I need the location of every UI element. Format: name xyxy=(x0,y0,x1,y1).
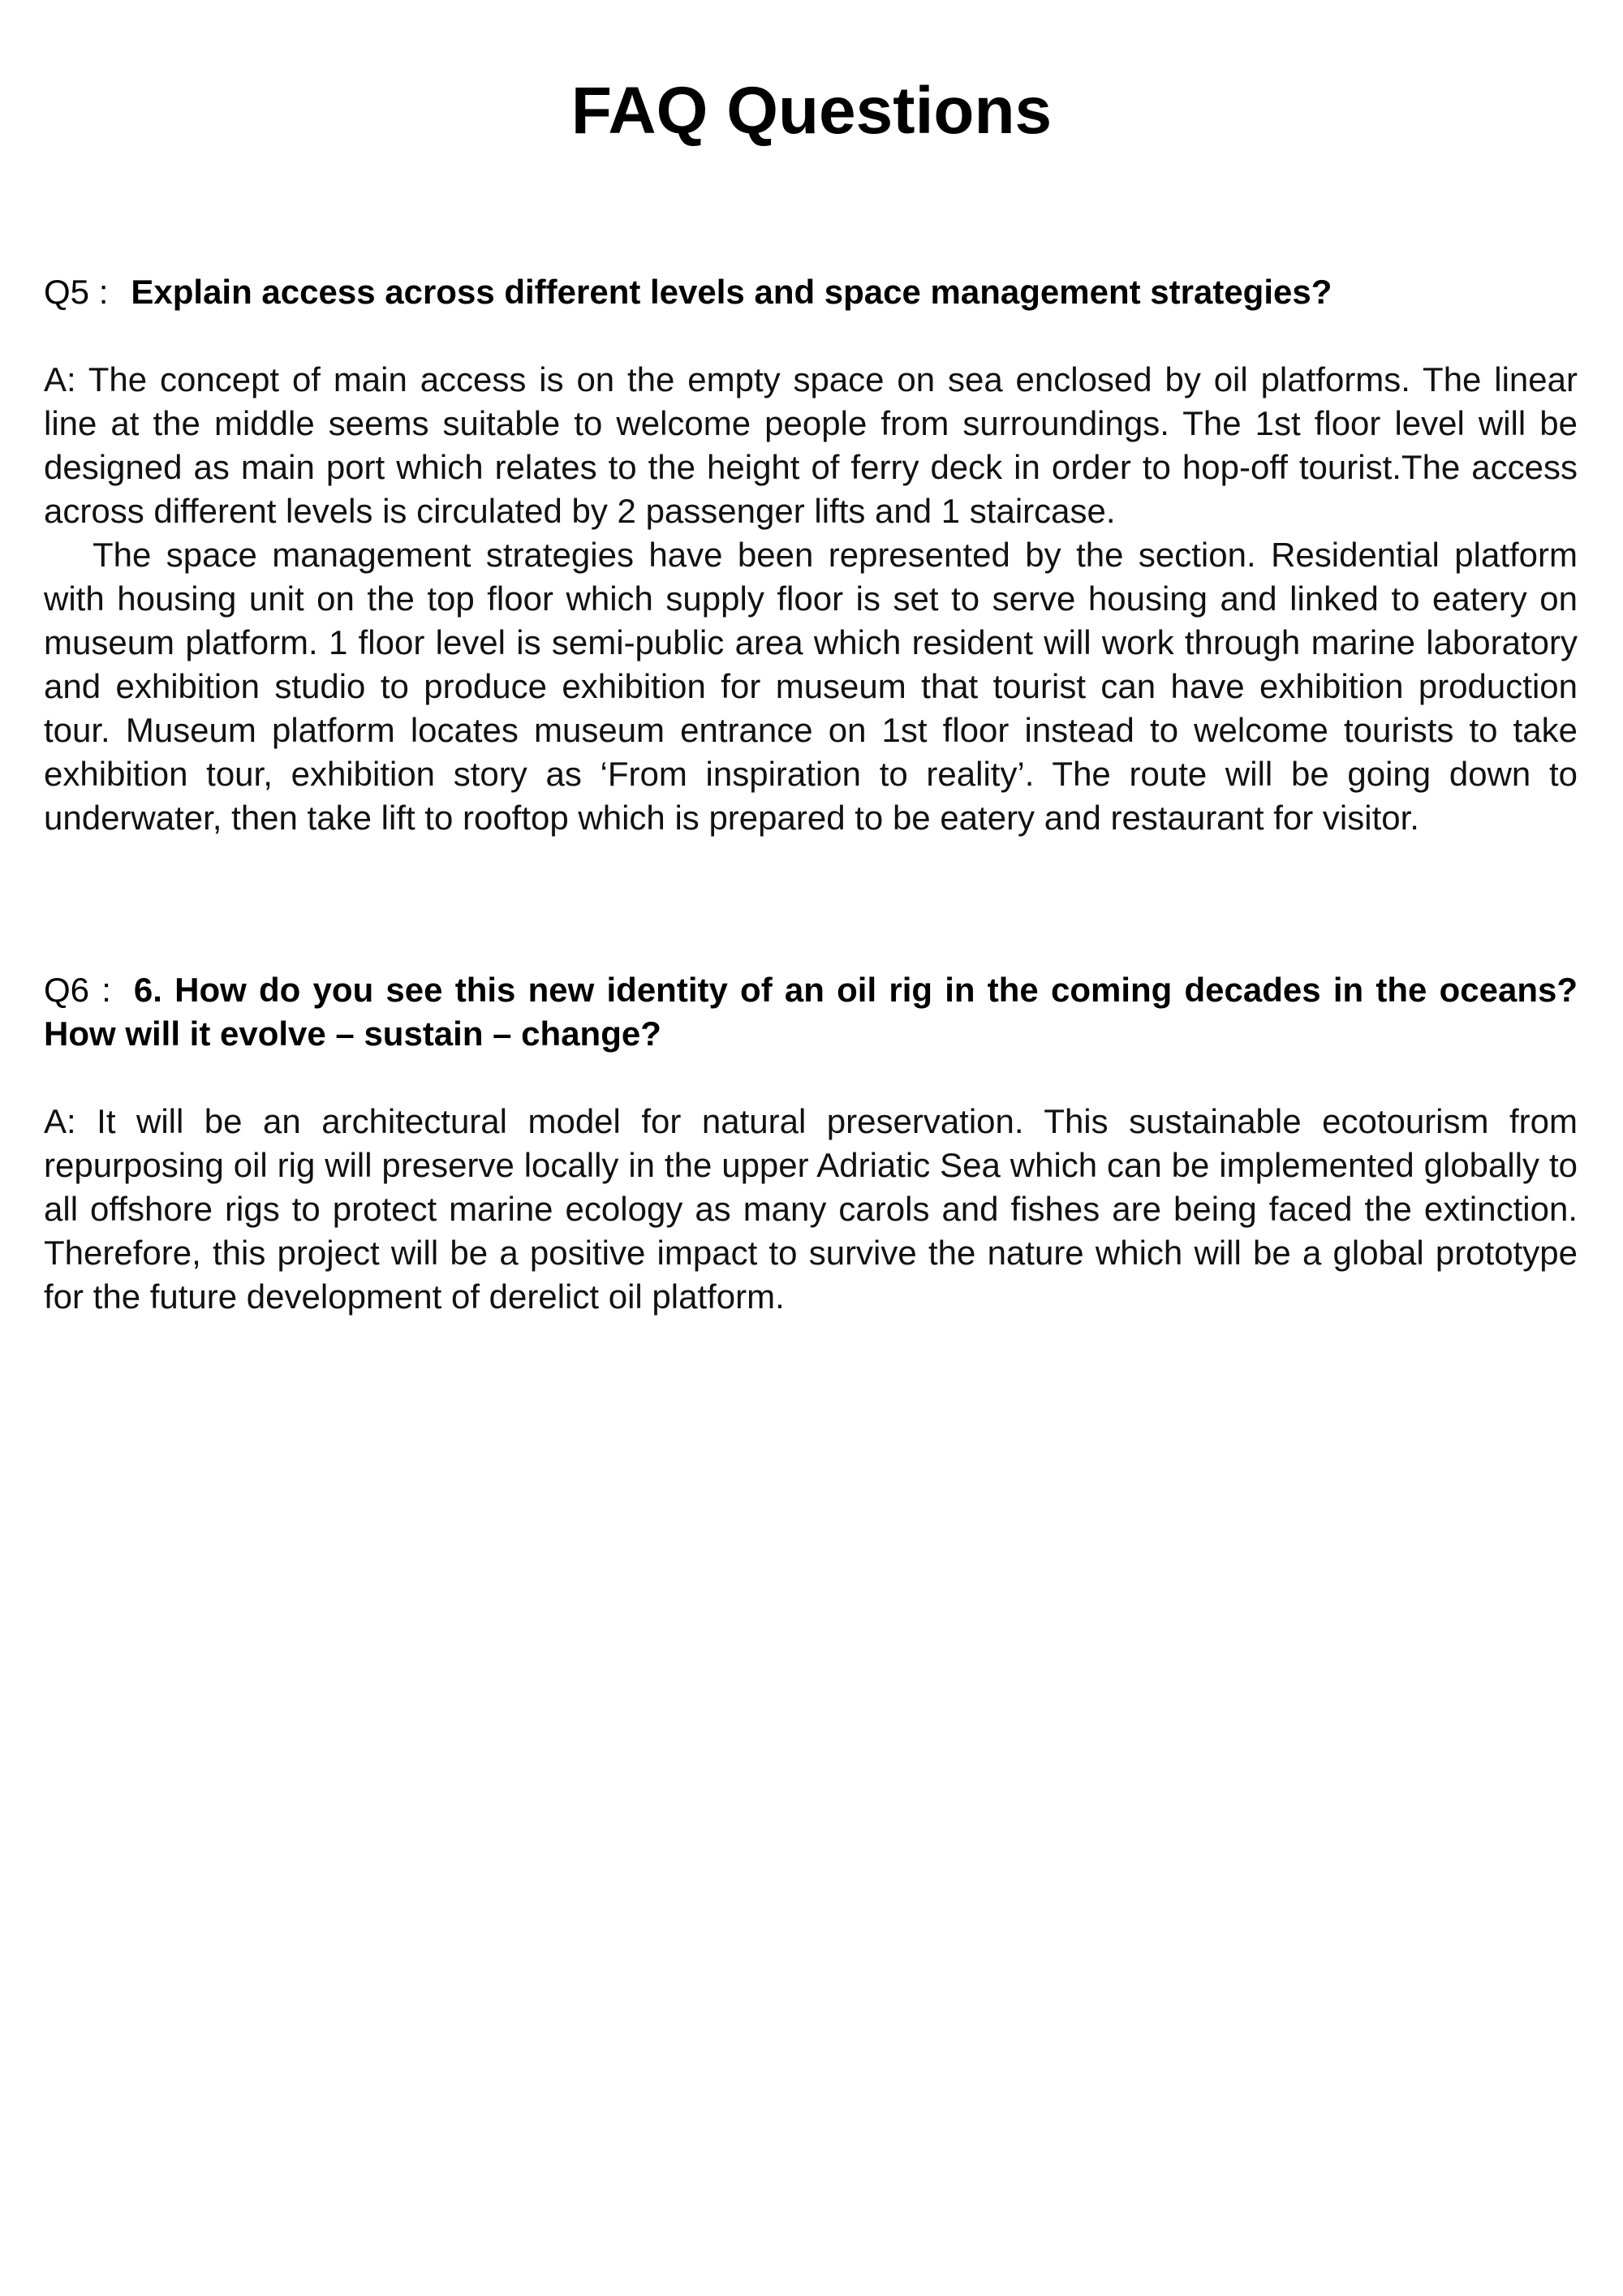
question-label: Q6 : xyxy=(44,971,111,1009)
answer-q6 xyxy=(44,1100,1578,1319)
answer-paragraph: A: The concept of main access is on the empty space on sea enclosed by oil platforms. The linear line at the middle seems suitable to welcome people from surroundings. The 1st floor level will be designed as main port which relates to the height of ferry deck in order to hop-off tourist.The access across different levels is circulated by 2 passenger lifts and 1 staircase. xyxy=(44,360,1578,530)
faq-item-q5 xyxy=(44,270,1578,840)
answer-paragraph: A: It will be an architectural model for natural preservation. This sustainable ecotourism from repurposing oil rig will preserve locally in the upper Adriatic Sea which can be implemented globally to all offshore rigs to protect marine ecology as many carols and fishes are being faced the extinction. Therefore, this project will be a positive impact to survive the nature which will be a global prototype for the future development of derelict oil platform. xyxy=(44,1102,1578,1316)
question-label: Q5 : xyxy=(44,273,109,311)
question-q6 xyxy=(44,968,1578,1056)
answer-q5 xyxy=(44,358,1578,840)
question-text: 6. How do you see this new identity of an oil rig in the coming decades in the oceans? How will it evolve – sustain – change? xyxy=(44,971,1578,1053)
faq-item-q6 xyxy=(44,968,1578,1319)
question-q5 xyxy=(44,270,1578,314)
page-title: FAQ Questions xyxy=(570,74,1053,148)
answer-paragraph: The space management strategies have been represented by the section. Residential platform with housing unit on the top floor which supply floor is set to serve housing and linked to eatery on museum platform. 1 floor level is semi-public area which resident will work through marine laboratory and exhibition studio to produce exhibition for museum that tourist can have exhibition production tour. Museum platform locates museum entrance on 1st floor instead to welcome tourists to take exhibition tour, exhibition story as ‘From inspiration to reality’. The route will be going down to underwater, then take lift to rooftop which is prepared to be eatery and restaurant for visitor. xyxy=(44,536,1578,837)
question-text: Explain access across different levels and space management strategies? xyxy=(131,273,1332,311)
